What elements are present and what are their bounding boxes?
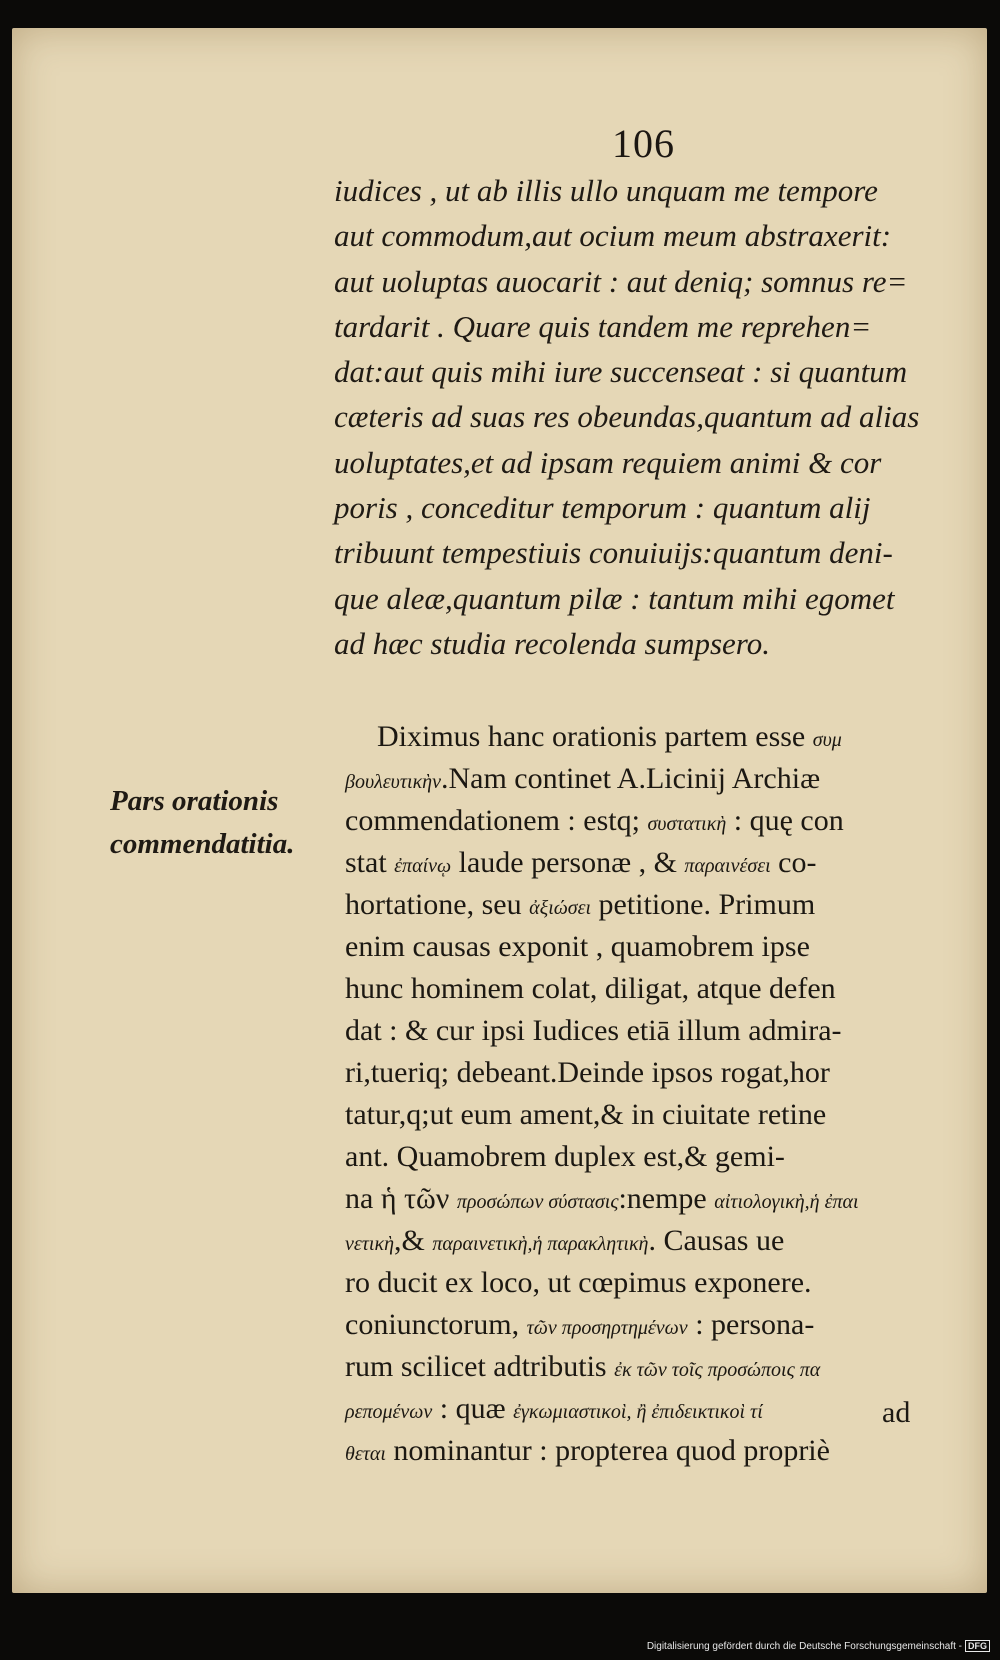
italic-line: tardarit . Quare quis tandem me reprehen= xyxy=(334,308,872,344)
greek-text: συμ xyxy=(812,729,842,751)
greek-text: ἐγκωμιαστικοὶ, ἢ ἐπιδεικτικοὶ τί xyxy=(513,1401,763,1423)
roman-line xyxy=(345,758,975,800)
roman-text-block xyxy=(345,716,975,1472)
italic-line: que aleæ,quantum pilæ : tantum mihi egomet xyxy=(334,580,895,616)
latin-text: co- xyxy=(770,846,817,879)
roman-line xyxy=(345,716,975,758)
latin-text: : persona- xyxy=(687,1308,815,1341)
italic-line: aut uoluptas auocarit : aut deniq; somnus re= xyxy=(334,263,908,299)
latin-text: : quæ xyxy=(432,1392,514,1425)
italic-line: poris , conceditur temporum : quantum alij xyxy=(334,490,871,526)
latin-text: Diximus hanc orationis partem esse xyxy=(377,720,813,753)
greek-text: ἀξιώσει xyxy=(529,897,591,919)
book-page xyxy=(12,28,987,1593)
latin-text: : quę con xyxy=(726,804,844,837)
latin-text: hortatione, seu xyxy=(345,888,530,921)
greek-text: τῶν προσηρτημένων xyxy=(526,1317,688,1339)
latin-text: nominantur : propterea quod propriè xyxy=(385,1434,830,1467)
marginal-note-line: commendatitia. xyxy=(110,828,295,860)
greek-text: συστατικὴ xyxy=(647,813,727,835)
italic-line: uoluptates,et ad ipsam requiem animi & cor xyxy=(334,444,882,480)
latin-text: petitione. Primum xyxy=(591,888,816,921)
roman-line xyxy=(345,884,975,926)
latin-text: laude personæ , & xyxy=(451,846,685,879)
italic-line: tribuunt tempestiuis conuiuijs:quantum deni- xyxy=(334,535,893,571)
roman-line xyxy=(345,1094,975,1136)
latin-text: :nempe xyxy=(618,1182,715,1215)
roman-line xyxy=(345,1304,975,1346)
roman-line xyxy=(345,1262,975,1304)
italic-text-block xyxy=(334,168,954,666)
page-number: 106 xyxy=(612,121,675,166)
latin-text: ,& xyxy=(394,1224,433,1257)
greek-text: ἐπαίνῳ xyxy=(394,855,452,877)
greek-text: ρεπομένων xyxy=(345,1401,433,1423)
roman-line xyxy=(345,926,975,968)
latin-text: ro ducit ex loco, ut cœpimus exponere. xyxy=(345,1266,812,1299)
roman-line xyxy=(345,1220,975,1262)
roman-line xyxy=(345,800,975,842)
greek-text: θεται xyxy=(345,1443,386,1465)
italic-line: aut commodum,aut ocium meum abstraxerit: xyxy=(334,218,892,254)
italic-line: ad hæc studia recolenda sumpsero. xyxy=(334,625,770,661)
greek-text: νετικὴ xyxy=(345,1233,394,1255)
roman-line xyxy=(345,842,975,884)
roman-line xyxy=(345,1178,975,1220)
roman-line xyxy=(345,1388,975,1430)
greek-text: βουλευτικὴν xyxy=(345,771,441,793)
latin-text: enim causas exponit , quamobrem ipse xyxy=(345,930,810,963)
latin-text: hunc hominem colat, diligat, atque defen xyxy=(345,972,836,1005)
italic-line: dat:aut quis mihi iure succenseat : si quantum xyxy=(334,354,908,390)
italic-line: cæteris ad suas res obeundas,quantum ad alias xyxy=(334,399,920,435)
roman-line xyxy=(345,1430,975,1472)
latin-text: rum scilicet adtributis xyxy=(345,1350,615,1383)
digitization-credit xyxy=(647,1640,990,1652)
roman-line xyxy=(345,1010,975,1052)
latin-text: dat : & cur ipsi Iudices etiā illum admira- xyxy=(345,1014,842,1047)
latin-text: stat xyxy=(345,846,395,879)
greek-text: αἰτιολογικὴ,ἡ ἐπαι xyxy=(714,1191,859,1213)
marginal-note xyxy=(110,780,340,866)
roman-line xyxy=(345,1346,975,1388)
greek-text: ἐκ τῶν τοῖς προσώποις πα xyxy=(614,1359,821,1381)
latin-text: ant. Quamobrem duplex est,& gemi- xyxy=(345,1140,785,1173)
latin-text: .Nam continet A.Licinij Archiæ xyxy=(440,762,821,795)
latin-text: commendationem : estq; xyxy=(345,804,648,837)
roman-line xyxy=(345,968,975,1010)
roman-line xyxy=(345,1136,975,1178)
dfg-logo: DFG xyxy=(965,1640,990,1652)
greek-text: παραινέσει xyxy=(684,855,771,877)
roman-line xyxy=(345,1052,975,1094)
greek-text: παραινετικὴ,ἡ παρακλητικὴ xyxy=(432,1233,649,1255)
latin-text: . Causas ue xyxy=(648,1224,785,1257)
latin-text: coniunctorum, xyxy=(345,1308,527,1341)
credit-text: Digitalisierung gefördert durch die Deutsche Forschungsgemeinschaft - xyxy=(646,1641,962,1652)
latin-text: na ἡ τῶν xyxy=(345,1182,457,1215)
greek-text: προσώπων σύστασις xyxy=(456,1191,619,1213)
latin-text: tatur,q;ut eum ament,& in ciuitate retine xyxy=(345,1098,827,1131)
marginal-note-line: Pars orationis xyxy=(110,785,279,817)
italic-line: iudices , ut ab illis ullo unquam me tempore xyxy=(334,173,878,208)
catchword: ad xyxy=(882,1396,911,1429)
latin-text: ri,tueriq; debeant.Deinde ipsos rogat,hor xyxy=(345,1056,830,1089)
